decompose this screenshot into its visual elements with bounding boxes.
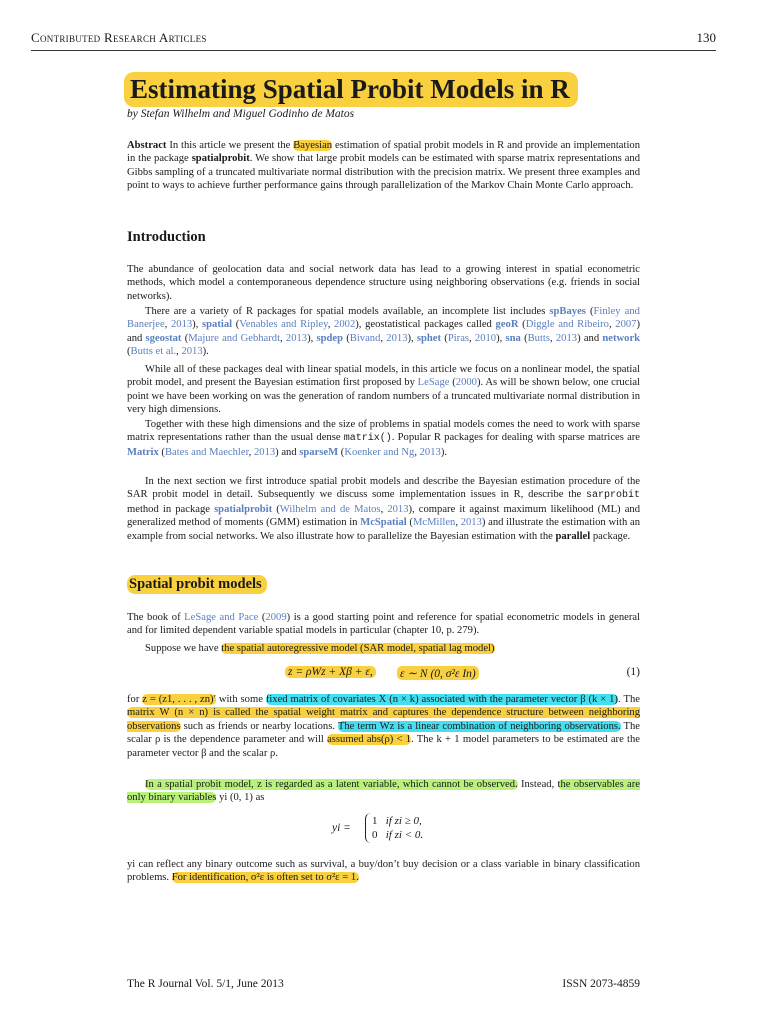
text-run: ( [127,346,131,358]
text-run: ) and [127,319,640,344]
citation-year-link[interactable]: 2013 [555,332,578,344]
citation-year-link[interactable]: 2013 [285,332,308,344]
package-link[interactable]: spatialprobit [214,503,273,515]
equation-2-cases [365,813,429,843]
case-text: if zi < 0. [385,829,424,841]
text-run: , [248,446,254,458]
text-run: yi can reflect any binary outcome such as survival, a buy/don’t buy decision or a class variable in binary classification problems. [127,859,640,884]
spm-paragraph-2 [127,642,640,655]
text-run: , [414,446,420,458]
package-link[interactable]: spdep [316,332,344,344]
case-text: if zi ≥ 0, [385,815,422,827]
citation-link[interactable]: Wilhelm and de Matos [279,503,381,515]
text-run: ). [202,346,209,358]
case-text: 1 [372,815,378,827]
text-run: with some [215,694,266,705]
text-run: Instead, [517,779,558,790]
citation-link[interactable]: Diggle and Ribeiro [525,319,609,331]
journal-section-name: Contributed Research Articles [31,30,207,45]
text-run: method in package [127,503,215,515]
text-run: , [280,332,286,344]
highlight: fixed matrix of covariates X (n × k) associated with the parameter vector β (k × 1) [265,694,618,705]
package-link[interactable]: geoR [495,319,519,331]
abstract [127,139,640,193]
text-run: ( [181,332,189,344]
page-footer [127,978,640,990]
highlight: Bayesian [293,140,333,151]
text-run: ), [192,319,203,331]
highlight: the spatial autoregressive model (SAR model, spatial lag model) [221,643,495,654]
text-run: The book of [127,612,185,623]
citation-link[interactable]: Koenker and Ng [344,446,415,458]
equation-1 [127,666,640,684]
text-run: , [455,517,461,529]
text-run: ), geostatistical packages called [355,319,496,331]
text-run: yi (0, 1) as [216,792,265,804]
citation-link[interactable]: Finley and Banerjee [127,306,640,331]
citation-link[interactable]: Butts et al. [130,346,177,358]
spm-paragraph-4 [127,778,640,805]
section-heading-introduction: Introduction [127,229,206,245]
package-link[interactable]: sna [505,332,521,344]
inline-code: sarprobit [585,490,640,502]
highlight: The term Wz is a linear combination of neighboring observations. [337,720,621,732]
package-link[interactable]: network [602,332,641,344]
footer-journal-issue: The R Journal Vol. 5/1, June 2013 [127,978,284,990]
text-run: ( [406,517,413,529]
text-run: ( [585,306,594,317]
text-run: ) and illustrate the estimation with an example from social networks. We also illustrate how to parallelize the Bayesian estimation with the [127,517,640,542]
citation-link[interactable]: Butts [527,332,550,344]
text-run: estimation of spatial probit models in R and provide an implementation in the package [127,140,640,165]
text-run: ( [441,332,448,344]
text-run: ( [343,332,350,344]
highlight: assumed abs(ρ) < 1 [327,734,412,746]
text-run: ( [272,503,280,515]
text-run: The scalar ρ is the dependence parameter and will [127,720,640,746]
highlight: For identification, σ²ε is often set to σ²ε = 1. [171,872,359,884]
author-line: by Stefan Wilhelm and Miguel Godinho de Matos [127,108,355,120]
package-link[interactable]: spatial [202,319,233,331]
citation-year-link[interactable]: 2009 [265,612,287,623]
text-run: Abstract [127,140,167,151]
text-run: package. [590,530,631,542]
highlight: z = (z1, . . . , zn)′ [142,694,216,705]
equation-2 [127,813,640,849]
package-link[interactable]: sgeostat [145,332,182,344]
package-link[interactable]: sparseM [299,446,339,458]
text-run: . The k + 1 model parameters to be estimated are the parameter vector β and the scalar ρ. [127,734,640,759]
text-run: . Popular R packages for dealing with sparse matrices are [391,432,641,444]
package-link[interactable]: spBayes [549,306,586,317]
spm-paragraph-5 [127,858,640,885]
text-run: There are a variety of R packages for spatial models available, an incomplete list includes [145,306,550,317]
text-run: ( [449,377,456,389]
text-run: for [127,694,143,705]
text-run: such as friends or nearby locations. [180,720,338,732]
intro-paragraph-1: The abundance of geolocation data and social network data has lead to a growing interest in spatial econometric methods, which model a contemporaneous dependence structure using neighboring observations (e.g. friends in social networks). [127,264,640,302]
highlight: matrix W (n × n) is called the spatial weight matrix and captures the dependence structure between neighboring observations [127,707,640,732]
citation-year-link[interactable]: 2013 [181,346,203,358]
text-run: Suppose we have [145,643,222,654]
highlight: In a spatial probit model, z is regarded as a latent variable, which cannot be observed. [145,779,518,790]
text-run: ( [158,446,165,458]
text-run: , [469,332,475,344]
text-run: Together with these high dimensions and the size of problems in spatial models comes the need to work with sparse matrix representations rather than the usual dense [127,419,640,444]
equation-1-lhs: z = ρWz + Xβ + ε, [285,666,376,678]
spm-paragraph-3 [127,693,640,760]
equation-number: (1) [626,666,640,678]
text-run: ( [232,319,240,331]
text-run: ( [258,612,266,623]
text-run: . We show that large probit models can be estimated with sparse matrix representations and Gibbs sampling of a truncated multivariate normal distribution with the precision matrix. We present three examples and point to ways to achieve further performance gains through parallelization of the Markov Chain Monte Carlo approach. [127,153,640,192]
header-rule [31,50,716,51]
text-run: , [164,319,171,331]
citation-year-link[interactable]: 2013 [387,503,409,515]
text-run: ( [338,446,345,458]
citation-year-link[interactable]: 2013 [386,332,408,344]
intro-paragraph-2 [127,305,640,359]
text-run: , [380,332,387,344]
section-heading-spatial-probit-models: Spatial probit models [127,576,267,593]
text-run: , [608,319,616,331]
text-run: ), compare it against maximum likelihood (ML) and generalized method of moments (GMM) estimation in [127,503,640,529]
text-run: ) and [275,446,300,458]
text-run: While all of these packages deal with linear spatial models, in this article we focus on a nonlinear model, the spatial probit model, and present the Bayesian estimation first proposed by [127,364,640,389]
intro-paragraph-4 [127,418,640,459]
text-run: ( [520,332,528,344]
equation-2-lhs: yi = [332,822,351,834]
text-run: In the next section we first introduce spatial probit models and describe the Bayesian estimation procedure of the SAR probit model in detail. Subsequently we discuss some implementation issues in R, describe the [127,476,640,501]
text-run: parallel [555,530,591,542]
article-title: Estimating Spatial Probit Models in R [124,74,578,105]
running-head [31,30,716,50]
highlight: the observables are only binary variables [127,779,640,804]
citation-year-link[interactable]: 2007 [615,319,637,331]
equation-1-rhs: ε ∼ N (0, σ²ε In) [397,666,479,680]
intro-paragraph-3 [127,363,640,417]
package-link[interactable]: sphet [416,332,442,344]
text-run: , [380,503,388,515]
citation-year-link[interactable]: 2013 [460,517,482,529]
text-run: ), [307,332,317,344]
citation-year-link[interactable]: 2013 [253,446,276,458]
citation-link[interactable]: Bivand [349,332,381,344]
citation-link[interactable]: Majure and Gebhardt [188,332,281,344]
text-run: ). As will be shown below, one crucial point we have been working on was the generation of random numbers of a truncated multivariate normal distribution in very high dimensions. [127,377,640,416]
text-run: In this article we present the [166,140,294,151]
text-run: , [549,332,556,344]
package-link[interactable]: McSpatial [360,517,407,529]
intro-paragraph-5 [127,475,640,543]
text-run: ) and [577,332,603,344]
citation-link[interactable]: Venables and Ripley [239,319,328,331]
text-run: , [327,319,335,331]
page-number: 130 [696,30,716,45]
text-run: ) is a good starting point and reference for spatial econometric models in general and for limited dependent variable spatial models in particular (chapter 10, p. 279). [127,612,640,637]
citation-year-link[interactable]: 2013 [419,446,441,458]
text-run: ( [518,319,526,331]
citation-year-link[interactable]: 2002 [334,319,356,331]
footer-issn: ISSN 2073-4859 [562,978,640,990]
text-run: , [176,346,182,358]
citation-link[interactable]: McMillen [412,517,456,529]
citation-year-link[interactable]: 2000 [455,377,477,389]
inline-code: matrix() [343,433,392,445]
text-run: ), [407,332,417,344]
text-run: . The [617,694,640,705]
citation-link[interactable]: Piras [447,332,470,344]
citation-link[interactable]: LeSage [417,377,450,389]
case-text: 0 [372,829,378,841]
text-run: ), [496,332,506,344]
citation-link[interactable]: Bates and Maechler [164,446,249,458]
citation-year-link[interactable]: 2010 [474,332,497,344]
citation-link[interactable]: LeSage and Pace [184,612,259,623]
package-link[interactable]: Matrix [127,446,159,458]
text-run: spatialprobit [191,153,250,165]
spm-paragraph-1 [127,611,640,638]
text-run: ). [440,446,447,458]
citation-year-link[interactable]: 2013 [170,319,193,331]
